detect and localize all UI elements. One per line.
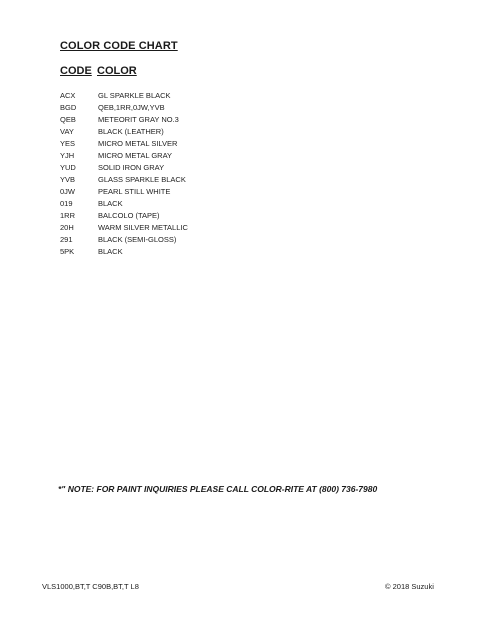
color-row — [60, 210, 440, 222]
color-code: BGD — [60, 103, 77, 112]
color-row — [60, 222, 440, 234]
color-name: GL SPARKLE BLACK — [98, 91, 171, 100]
color-name: MICRO METAL GRAY — [98, 151, 173, 160]
color-row — [60, 234, 440, 246]
color-code: 20H — [60, 223, 74, 232]
color-code: YVB — [60, 175, 76, 184]
color-code: ACX — [60, 91, 76, 100]
color-row — [60, 174, 440, 186]
color-column-header: COLOR — [97, 65, 137, 77]
color-row — [60, 150, 440, 162]
color-name: SOLID IRON GRAY — [98, 163, 165, 172]
color-name: QEB,1RR,0JW,YVB — [98, 103, 165, 112]
color-code-list — [60, 90, 440, 258]
copyright-footer: © 2018 Suzuki — [385, 582, 434, 591]
color-name: PEARL STILL WHITE — [98, 187, 171, 196]
color-name: BLACK — [98, 247, 123, 256]
color-row — [60, 138, 440, 150]
page-title: COLOR CODE CHART — [60, 40, 178, 52]
color-code: YUD — [60, 163, 76, 172]
paint-inquiry-note: *" NOTE: FOR PAINT INQUIRIES PLEASE CALL COLOR-RITE AT (800) 736-7980 — [58, 484, 378, 494]
color-row — [60, 186, 440, 198]
color-code: 291 — [60, 235, 73, 244]
color-code: YJH — [60, 151, 75, 160]
color-row — [60, 198, 440, 210]
color-name: METEORIT GRAY NO.3 — [98, 115, 179, 124]
color-name: BALCOLO (TAPE) — [98, 211, 160, 220]
color-row — [60, 102, 440, 114]
color-row — [60, 126, 440, 138]
color-code: 0JW — [60, 187, 75, 196]
color-name: BLACK — [98, 199, 123, 208]
color-name: GLASS SPARKLE BLACK — [98, 175, 186, 184]
color-name: BLACK (SEMI-GLOSS) — [98, 235, 177, 244]
color-code: 019 — [60, 199, 73, 208]
color-code: QEB — [60, 115, 76, 124]
color-row — [60, 114, 440, 126]
color-name: MICRO METAL SILVER — [98, 139, 178, 148]
color-row — [60, 90, 440, 102]
color-row — [60, 246, 440, 258]
color-name: BLACK (LEATHER) — [98, 127, 164, 136]
color-code: YES — [60, 139, 76, 148]
color-code: 1RR — [60, 211, 76, 220]
color-row — [60, 162, 440, 174]
color-code: 5PK — [60, 247, 75, 256]
color-name: WARM SILVER METALLIC — [98, 223, 188, 232]
code-column-header: CODE — [60, 65, 92, 77]
color-code: VAY — [60, 127, 74, 136]
model-footer: VLS1000,BT,T C90B,BT,T L8 — [42, 582, 139, 591]
